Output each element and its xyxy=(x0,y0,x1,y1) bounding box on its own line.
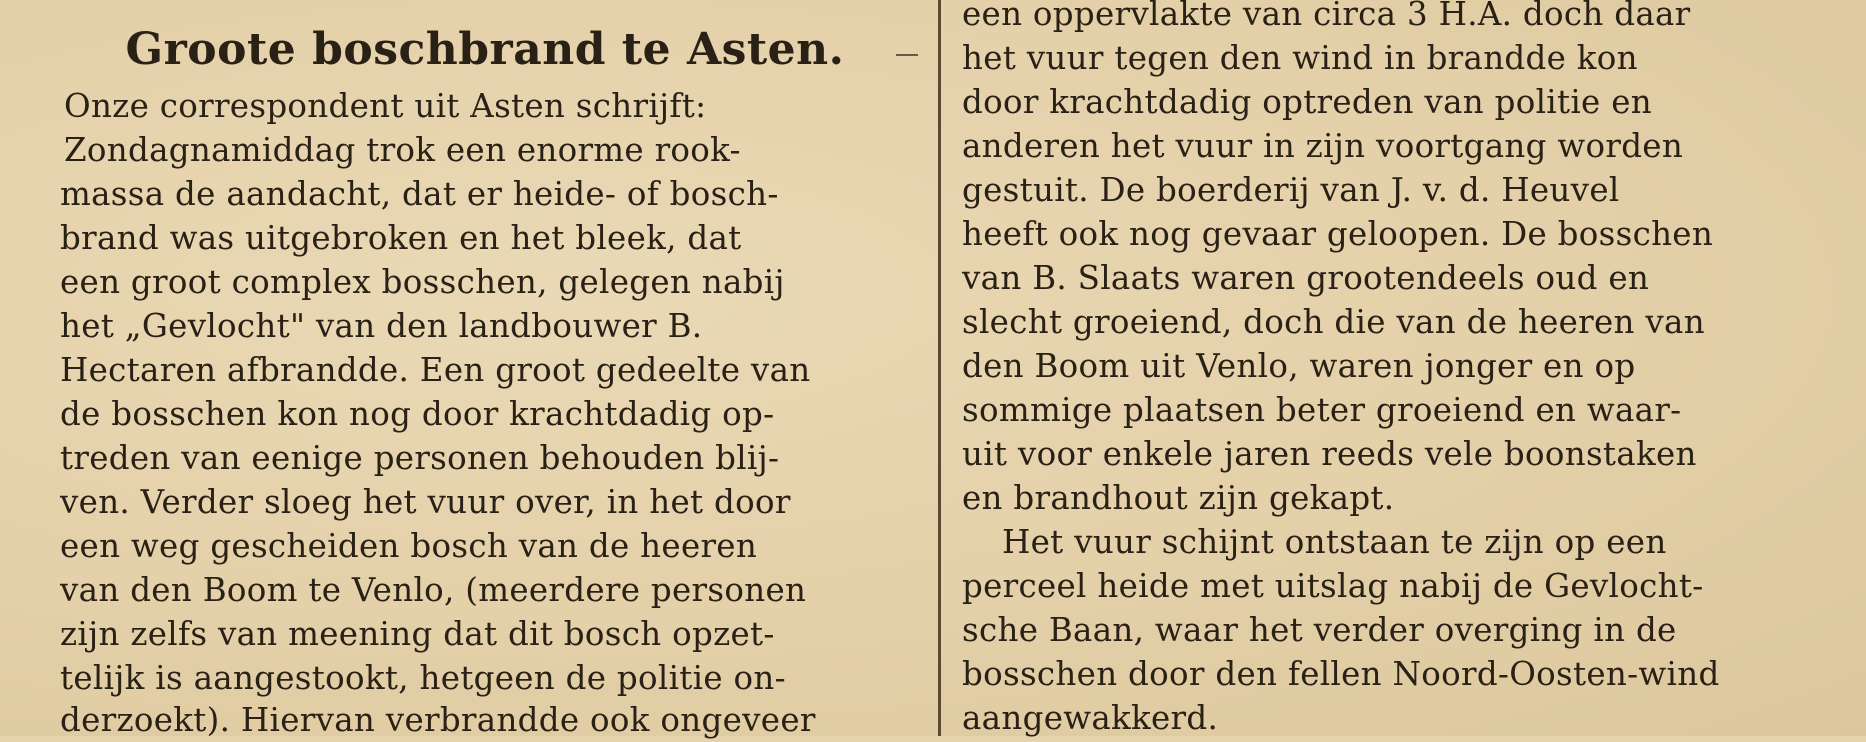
text-line: aangewakkerd. xyxy=(962,699,1219,737)
text-line: Onze correspondent uit Asten schrijft: xyxy=(64,87,707,125)
text-line: een weg gescheiden bosch van de heeren xyxy=(60,527,758,565)
text-line: van den Boom te Venlo, (meerdere personen xyxy=(60,571,807,609)
text-line: bosschen door den fellen Noord-Oosten-wind xyxy=(962,655,1720,693)
text-line: den Boom uit Venlo, waren jonger en op xyxy=(962,347,1636,385)
text-line: het „Gevlocht" van den landbouwer B. xyxy=(60,307,703,345)
text-line: brand was uitgebroken en het bleek, dat xyxy=(60,219,742,257)
text-line: Zondagnamiddag trok een enorme rook- xyxy=(64,131,741,169)
text-line: zijn zelfs van meening dat dit bosch opzet- xyxy=(60,615,775,653)
text-line: uit voor enkele jaren reeds vele boonstaken xyxy=(962,435,1697,473)
right-column xyxy=(962,0,1842,736)
text-line: de bosschen kon nog door krachtdadig op- xyxy=(60,395,775,433)
text-line: sche Baan, waar het verder overging in de xyxy=(962,611,1677,649)
text-line: sommige plaatsen beter groeiend en waar- xyxy=(962,391,1682,429)
text-line: van B. Slaats waren grootendeels oud en xyxy=(962,259,1650,297)
text-line: perceel heide met uitslag nabij de Gevlocht- xyxy=(962,567,1704,605)
text-line: heeft ook nog gevaar geloopen. De bosschen xyxy=(962,215,1714,253)
article-headline: Groote boschbrand te Asten. xyxy=(125,24,845,75)
text-line: Het vuur schijnt ontstaan te zijn op een xyxy=(1002,523,1667,561)
text-line: slecht groeiend, doch die van de heeren van xyxy=(962,303,1705,341)
text-line: treden van eenige personen behouden blij- xyxy=(60,439,780,477)
column-rule xyxy=(938,0,941,736)
left-column xyxy=(60,0,910,739)
text-line: Hectaren afbrandde. Een groot gedeelte van xyxy=(60,351,811,389)
text-line: een groot complex bosschen, gelegen nabij xyxy=(60,263,785,301)
text-line: door krachtdadig optreden van politie en xyxy=(962,83,1652,121)
text-line: telijk is aangestookt, hetgeen de politie on- xyxy=(60,659,786,697)
text-line: anderen het vuur in zijn voortgang worden xyxy=(962,127,1684,165)
text-line: massa de aandacht, dat er heide- of bosch- xyxy=(60,175,779,213)
text-line: gestuit. De boerderij van J. v. d. Heuvel xyxy=(962,171,1620,209)
text-line: een oppervlakte van circa 3 H.A. doch daar xyxy=(962,0,1691,33)
text-line: en brandhout zijn gekapt. xyxy=(962,479,1395,517)
text-line: derzoekt). Hiervan verbrandde ook ongeveer xyxy=(60,701,816,739)
text-line: ven. Verder sloeg het vuur over, in het door xyxy=(60,483,791,521)
text-line: het vuur tegen den wind in brandde kon xyxy=(962,39,1638,77)
